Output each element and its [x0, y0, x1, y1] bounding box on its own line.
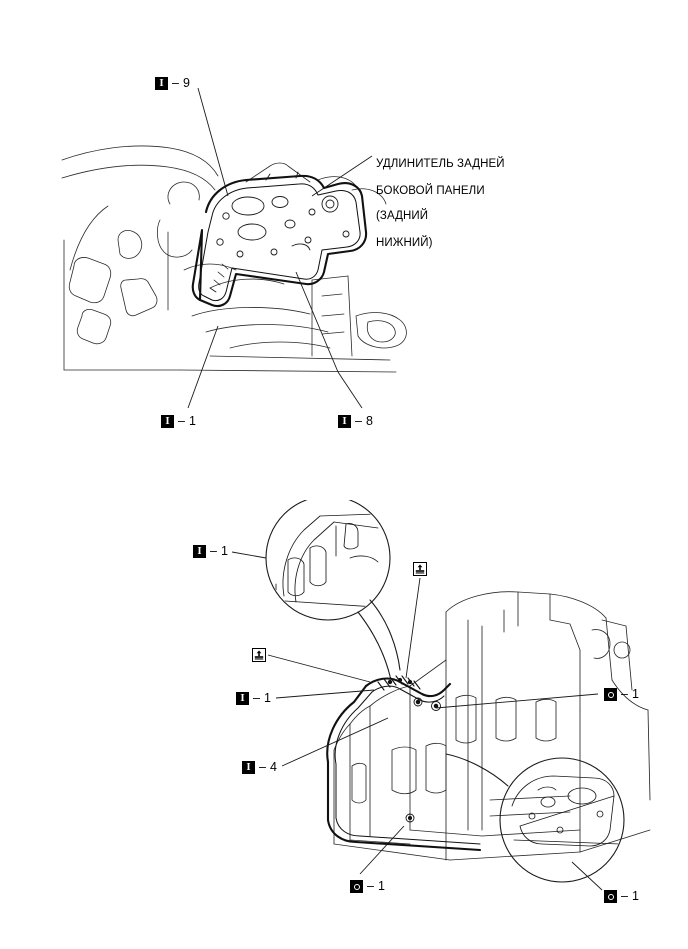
- callout-i-1-top-left: [161, 415, 196, 428]
- marker-o-icon: [350, 880, 363, 893]
- callout-dash: –: [355, 414, 362, 429]
- note-line-1: УДЛИНИТЕЛЬ ЗАДНЕЙ: [376, 157, 505, 170]
- callout-i-4: [242, 761, 277, 774]
- callout-dash: –: [259, 760, 266, 775]
- callout-dash: –: [621, 889, 628, 904]
- callout-number: 1: [377, 879, 385, 894]
- callout-dash: –: [621, 687, 628, 702]
- marker-i-icon: I: [338, 415, 351, 428]
- callout-number: 1: [220, 544, 228, 559]
- callout-o-1-bottom-left: [350, 880, 385, 893]
- callout-number: 4: [269, 760, 277, 775]
- callout-number: 9: [182, 76, 190, 91]
- sealant-symbol-icon: [252, 648, 266, 662]
- note-line-2: БОКОВОЙ ПАНЕЛИ: [376, 184, 485, 197]
- marker-i-icon: I: [155, 77, 168, 90]
- callout-number: 1: [631, 687, 639, 702]
- marker-o-icon: [604, 688, 617, 701]
- marker-i-icon: I: [161, 415, 174, 428]
- figure-bottom: [250, 500, 670, 920]
- note-line-3: (ЗАДНИЙ: [376, 209, 429, 222]
- callout-number: 1: [631, 889, 639, 904]
- callout-dash: –: [367, 879, 374, 894]
- callout-i-1-middle: [236, 692, 271, 705]
- marker-o-icon: [604, 890, 617, 903]
- marker-i-icon: I: [236, 692, 249, 705]
- marker-i-icon: I: [242, 761, 255, 774]
- callout-i-1-detail: [193, 545, 228, 558]
- callout-number: 1: [263, 691, 271, 706]
- callout-dash: –: [172, 76, 179, 91]
- callout-dash: –: [210, 544, 217, 559]
- annotation-note: [376, 144, 505, 264]
- callout-dash: –: [253, 691, 260, 706]
- sealant-symbol-icon: [413, 562, 427, 576]
- note-line-4: НИЖНИЙ): [376, 236, 433, 249]
- callout-o-1-right: [604, 688, 639, 701]
- marker-i-icon: I: [193, 545, 206, 558]
- callout-number: 1: [188, 414, 196, 429]
- callout-i-8: [338, 415, 373, 428]
- callout-o-1-bottom-right: [604, 890, 639, 903]
- callout-dash: –: [178, 414, 185, 429]
- callout-number: 8: [365, 414, 373, 429]
- callout-i-9: [155, 77, 190, 90]
